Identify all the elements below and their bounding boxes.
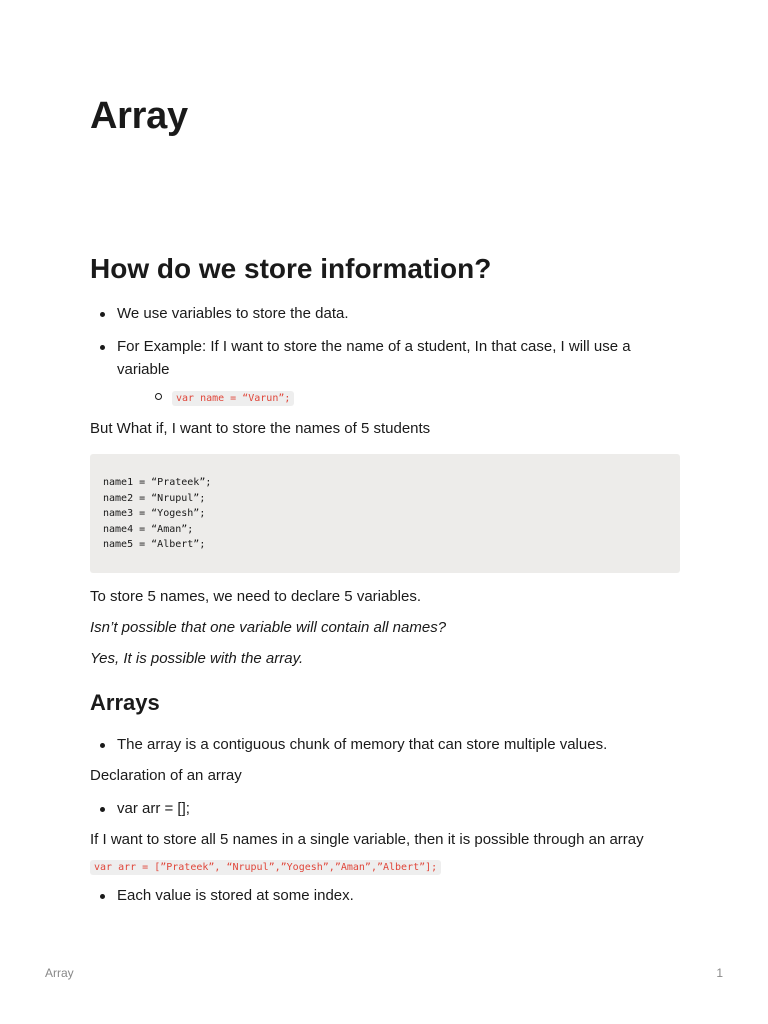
code-line: name3 = “Yogesh”; (103, 508, 206, 519)
page-number: 1 (716, 966, 723, 980)
paragraph: Declaration of an array (90, 766, 242, 784)
document-body (90, 252, 680, 917)
bullet-list (90, 797, 680, 820)
list-item-text: For Example: If I want to store the name of a student, In that case, I will use a variable (117, 338, 631, 378)
code-line-wrapper (90, 857, 680, 877)
code-line: name5 = “Albert”; (103, 539, 206, 550)
section-heading-arrays: Arrays (90, 689, 160, 715)
italic-paragraph: Yes, It is possible with the array. (90, 649, 304, 667)
page-title: Array (90, 95, 188, 137)
paragraph: But What if, I want to store the names of 5 students (90, 420, 431, 437)
section-heading-store-information: How do we store information? (90, 253, 492, 284)
sub-list-item (117, 385, 680, 410)
code-line: name2 = “Nrupul”; (103, 492, 206, 504)
list-item: var arr = []; (90, 797, 680, 820)
code-block (90, 454, 680, 573)
footer-title: Array (45, 966, 74, 980)
list-item: The array is a contiguous chunk of memory that can store multiple values. (90, 733, 680, 756)
bullet-list (90, 733, 680, 756)
code-line: name1 = “Prateek”; (103, 477, 212, 488)
paragraph: If I want to store all 5 names in a single variable, then it is possible through an array (90, 830, 644, 848)
paragraph: To store 5 names, we need to declare 5 variables. (90, 587, 422, 605)
list-item: Each value is stored at some index. (90, 884, 680, 907)
italic-paragraph: Isn’t possible that one variable will contain all names? (90, 618, 447, 636)
sub-bullet-list (117, 385, 680, 410)
list-item: We use variables to store the data. (90, 302, 680, 325)
code-line: name4 = “Aman”; (103, 523, 194, 535)
bullet-list (90, 302, 680, 410)
inline-code: var name = “Varun”; (172, 391, 294, 406)
bullet-list (90, 884, 680, 907)
list-item (90, 335, 680, 410)
inline-code: var arr = [”Prateek”, “Nrupul”,”Yogesh”,”Aman”,”Albert”]; (90, 860, 441, 875)
